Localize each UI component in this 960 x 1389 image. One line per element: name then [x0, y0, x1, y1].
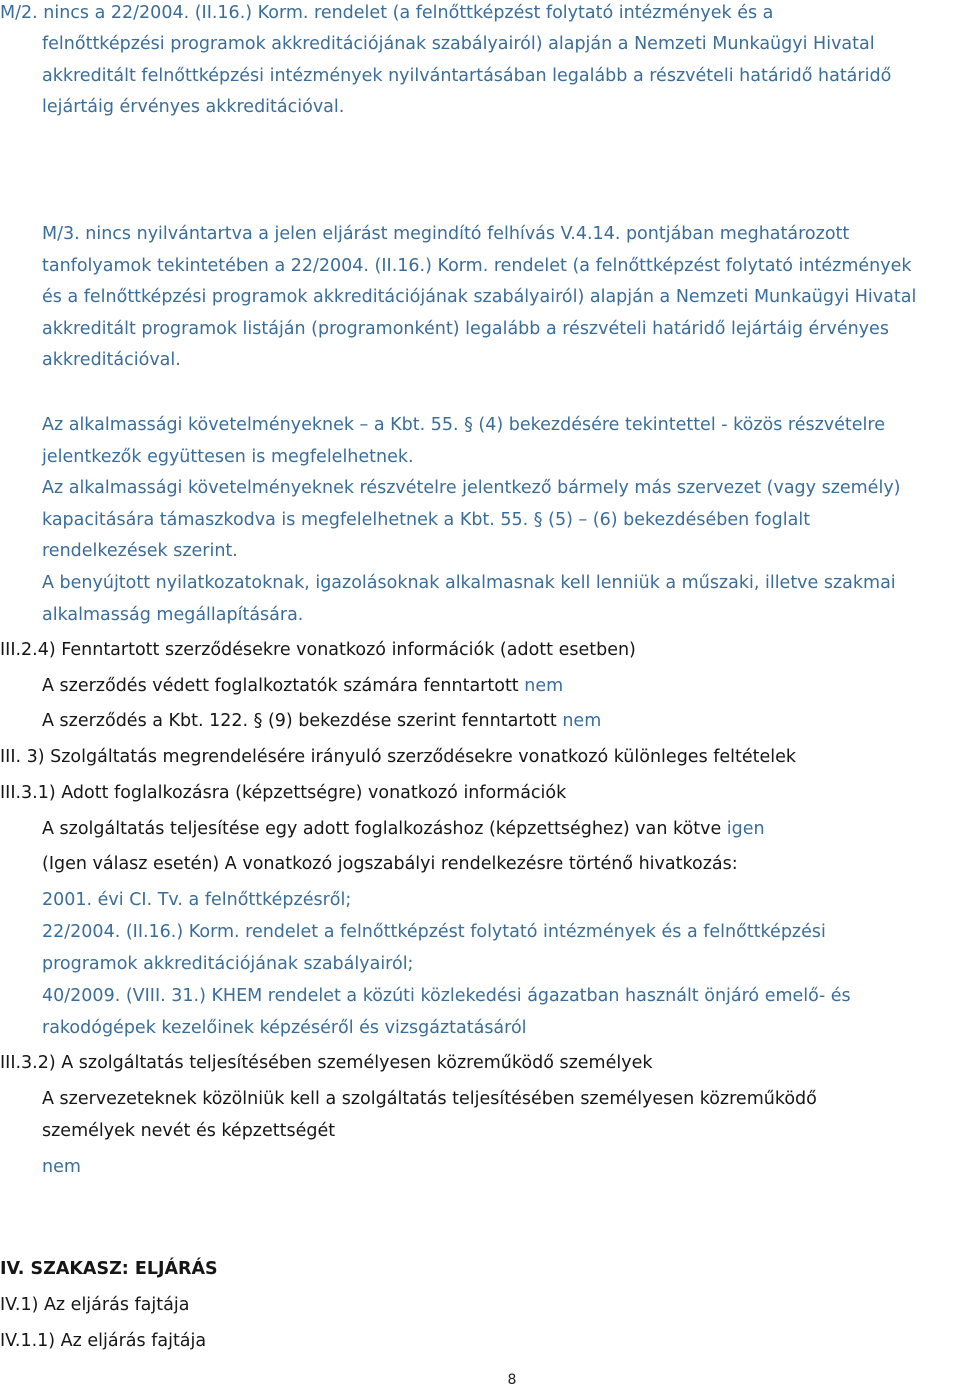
reserved-row-2	[42, 706, 601, 738]
personnel-text-line-1: A szervezeteknek közölniük kell a szolgáltatás teljesítésében személyesen közreműködő	[42, 1089, 817, 1109]
page-number: 8	[507, 1372, 517, 1388]
m2-line-3: akkreditált felnőttképzési intézmények nyilvántartásában legalább a részvételi határidő határidő	[42, 65, 892, 86]
personnel-text	[42, 1084, 817, 1147]
section-4-heading: IV. SZAKASZ: ELJÁRÁS	[0, 1259, 218, 1279]
legal-reference-2-line-1: 22/2004. (II.16.) Korm. rendelet a felnőttképzést folytató intézmények és a felnőttképzési	[42, 922, 826, 942]
section-3-3-heading: III. 3) Szolgáltatás megrendelésére irányuló szerződésekre vonatkozó különleges feltételek	[0, 747, 797, 767]
legal-reference-2-line-2: programok akkreditációjának szabályairól;	[42, 953, 414, 974]
suitability-paragraph-2	[42, 473, 901, 568]
section-3-2-4-heading: III.2.4) Fenntartott szerződésekre vonatkozó információk (adott esetben)	[0, 640, 636, 660]
legal-reference-3-line-1: 40/2009. (VIII. 31.) KHEM rendelet a közúti közlekedési ágazatban használt önjáró emelő- és	[42, 986, 851, 1006]
reserved-row-1-label: A szerződés védett foglalkoztatók számára fenntartott	[42, 676, 525, 696]
m2-paragraph	[0, 0, 773, 30]
suitability-paragraph-1	[42, 410, 885, 473]
legal-reference-1	[42, 885, 351, 917]
suitability-p2-line-2: kapacitására támaszkodva is megfelelhetnek a Kbt. 55. § (5) – (6) bekezdésében foglalt	[42, 509, 811, 530]
m3-line-4: akkreditált programok listáján (programonként) legalább a részvételi határidő lejártáig érvényes	[42, 318, 889, 339]
reserved-row-1-value: nem	[524, 676, 564, 696]
reserved-row-2-label: A szerződés a Kbt. 122. § (9) bekezdése szerint fenntartott	[42, 711, 563, 731]
personnel-value: nem	[42, 1157, 81, 1177]
m3-line-3: és a felnőttképzési programok akkreditációjának szabályairól) alapján a Nemzeti Munkaügyi Hivatal	[42, 287, 917, 307]
suitability-p3-line-1: A benyújtott nyilatkozatoknak, igazolásoknak alkalmasnak kell lenniük a műszaki, illetve szakmai	[42, 573, 896, 593]
suitability-p2-line-1: Az alkalmassági követelményeknek részvételre jelentkező bármely más szervezet (vagy személy)	[42, 478, 901, 498]
m2-paragraph-cont	[42, 29, 891, 124]
suitability-p1-line-1: Az alkalmassági követelményeknek – a Kbt. 55. § (4) bekezdésére tekintettel - közös részvételre	[42, 415, 885, 435]
legal-reference-1-line-1: 2001. évi CI. Tv. a felnőttképzésről;	[42, 890, 352, 910]
suitability-p2-line-3: rendelkezések szerint.	[42, 541, 238, 561]
profession-tied-label: A szolgáltatás teljesítése egy adott foglalkozáshoz (képzettséghez) van kötve	[42, 819, 727, 839]
m3-line-2: tanfolyamok tekintetében a 22/2004. (II.16.) Korm. rendelet (a felnőttképzést folytató intézmények	[42, 255, 912, 276]
m2-line-2: felnőttképzési programok akkreditációjának szabályairól) alapján a Nemzeti Munkaügyi Hivatal	[42, 34, 875, 54]
profession-tied-row	[42, 814, 765, 846]
reserved-row-2-value: nem	[562, 711, 602, 731]
legal-reference-3	[42, 981, 851, 1044]
m3-line-1: M/3. nincs nyilvántartva a jelen eljárást megindító felhívás V.4.14. pontjában meghatározott	[42, 224, 850, 244]
m2-line-4: lejártáig érvényes akkreditációval.	[42, 97, 345, 117]
section-4-1-1-heading: IV.1.1) Az eljárás fajtája	[0, 1331, 207, 1351]
legal-reference-2	[42, 917, 826, 980]
reserved-row-1	[42, 671, 563, 703]
profession-tied-value: igen	[726, 819, 765, 839]
legal-reference-3-line-2: rakodógépek kezelőinek képzéséről és vizsgáztatásáról	[42, 1017, 527, 1038]
personnel-text-line-2: személyek nevét és képzettségét	[42, 1120, 336, 1141]
m3-line-5: akkreditációval.	[42, 350, 181, 370]
section-3-3-2-heading: III.3.2) A szolgáltatás teljesítésében személyesen közreműködő személyek	[0, 1053, 653, 1073]
section-3-3-1-heading: III.3.1) Adott foglalkozásra (képzettségre) vonatkozó információk	[0, 783, 567, 803]
suitability-p1-line-2: jelentkezők együttesen is megfelelhetnek.	[42, 446, 414, 467]
legal-reference-label: (Igen válasz esetén) A vonatkozó jogszabályi rendelkezésre történő hivatkozás:	[42, 854, 738, 874]
suitability-paragraph-3	[42, 568, 896, 631]
m2-line-1: M/2. nincs a 22/2004. (II.16.) Korm. rendelet (a felnőttképzést folytató intézmények és a	[0, 3, 774, 23]
m3-paragraph	[42, 219, 916, 377]
section-4-1-heading: IV.1) Az eljárás fajtája	[0, 1295, 190, 1315]
suitability-p3-line-2: alkalmasság megállapítására.	[42, 604, 304, 625]
